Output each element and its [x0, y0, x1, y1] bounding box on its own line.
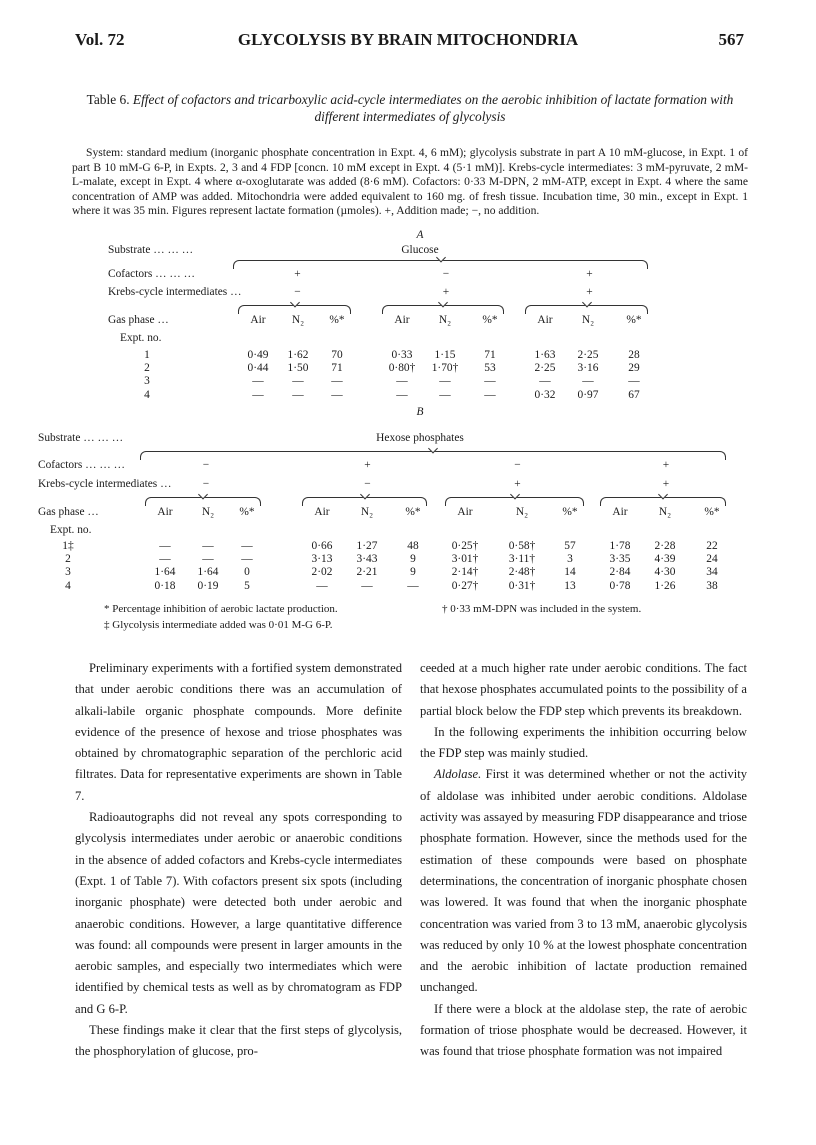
- table-cell: 71: [331, 362, 343, 375]
- table-cell: 1·62: [287, 349, 309, 361]
- expt-number: 1‡: [62, 540, 74, 552]
- table-cell: 0·80†: [388, 362, 416, 375]
- table-cell: 2·14†: [451, 566, 479, 579]
- table-cell: 1·27: [356, 540, 378, 552]
- brace: [600, 497, 726, 506]
- column-header: %*: [562, 506, 578, 518]
- substrate-label: Substrate … … …: [38, 432, 124, 444]
- column-header: %*: [482, 314, 498, 326]
- table-cell: 2·25: [534, 362, 556, 375]
- krebs-value: +: [514, 478, 521, 490]
- table-caption: Effect of cofactors and tricarboxylic acid-cycle intermediates on the aerobic inhibition of lactate formation with different intermediates of glycolysis: [132, 92, 734, 124]
- brace: [145, 497, 261, 506]
- expt-number: 2: [65, 553, 71, 566]
- table-cell: —: [396, 388, 408, 401]
- table-cell: 29: [628, 362, 640, 375]
- column-header: Air: [250, 314, 266, 326]
- cofactors-label: Cofactors … … …: [38, 459, 125, 471]
- running-title: GLYCOLYSIS BY BRAIN MITOCHONDRIA: [237, 30, 579, 49]
- table-cell: —: [439, 375, 451, 388]
- gas-phase-label: Gas phase …: [108, 314, 169, 326]
- table-cell: 2·28: [654, 540, 676, 552]
- cofactors-value: +: [662, 459, 670, 471]
- table-cell: 67: [628, 388, 640, 401]
- table-cell: —: [202, 553, 214, 566]
- footnote-double-dagger: ‡ Glycolysis intermediate added was 0·01 M-G 6-P.: [104, 619, 333, 631]
- table-cell: —: [539, 375, 551, 388]
- krebs-label: Krebs-cycle intermediates …: [38, 478, 172, 490]
- part-label: A: [416, 229, 424, 241]
- table-cell: 3: [567, 553, 573, 566]
- brace: [445, 497, 584, 506]
- table-cell: 3·11†: [508, 553, 536, 566]
- table-cell: —: [396, 375, 408, 388]
- column-header: Air: [537, 314, 553, 326]
- column-header: %*: [239, 506, 255, 518]
- table-cell: 1·50: [287, 362, 309, 375]
- column-header: N₂: [360, 506, 374, 518]
- column-header: %*: [704, 506, 720, 518]
- expt-no-label: Expt. no.: [50, 524, 92, 536]
- table-cell: 0·49: [247, 349, 269, 361]
- table-cell: 0·27†: [451, 579, 479, 592]
- krebs-label: Krebs-cycle intermediates …: [108, 286, 242, 298]
- table-cell: —: [252, 375, 264, 388]
- table-cell: 1·63: [534, 349, 556, 361]
- table-cell: —: [241, 553, 253, 566]
- table-cell: 53: [484, 362, 496, 375]
- expt-no-label: Expt. no.: [120, 332, 162, 344]
- table-cell: 4·39: [654, 553, 676, 566]
- table-cell: 38: [706, 579, 718, 592]
- table-number: Table 6.: [86, 92, 130, 107]
- column-header: N₂: [658, 506, 672, 518]
- krebs-value: +: [442, 286, 450, 298]
- body-column-left: [75, 658, 402, 1063]
- cofactors-value: +: [586, 268, 593, 280]
- part-label: B: [416, 406, 424, 418]
- table-cell: —: [484, 375, 496, 388]
- body-column-right: [420, 658, 747, 1063]
- table-cell: —: [202, 540, 214, 552]
- cofactors-value: −: [202, 459, 210, 471]
- table-cell: 1·26: [654, 579, 676, 592]
- krebs-value: +: [586, 286, 593, 298]
- expt-number: 4: [144, 388, 150, 401]
- table-cell: 1·78: [609, 540, 631, 552]
- table-cell: 5: [244, 579, 250, 592]
- table-cell: 71: [484, 349, 496, 361]
- table-cell: 2·21: [356, 566, 378, 579]
- substrate-label: Substrate … … …: [108, 244, 194, 256]
- substrate-value: Glucose: [401, 244, 439, 256]
- table-cell: 3·01†: [451, 553, 479, 566]
- table-cell: —: [159, 540, 171, 552]
- table-cell: 70: [331, 349, 343, 361]
- paragraph: In the following experiments the inhibition occurring below the FDP step was mainly studied.: [420, 724, 747, 761]
- paragraph-text: First it was determined whether or not the activity of aldolase was inhibited under aerobic conditions. Aldolase activity was assayed by measuring FDP disappearance and triose phosphate formation. However, since the methods used for the estimation of these compounds were based on phosphate determinations, the concentration of inorganic phosphate chosen was lowered. It was found that when the inorganic phosphate concentration was varied from 3 to 13 mM, anaerobic glycolysis was reduced by only 10 % at the lowest phosphate concentration and the aerobic inhibition of lactate production remained unchanged.: [420, 767, 747, 995]
- table-cell: 3·13: [311, 553, 333, 566]
- paragraph: Preliminary experiments with a fortified system demonstrated that under aerobic conditions there was an accumulation of alkali-labile organic phosphate compounds. More definite evidence of the presence of hexose and triose phosphates was obtained by chromatographic separation of the perchloric acid filtrates. Data for representative experiments are shown in Table 7.: [75, 661, 402, 803]
- cofactors-value: −: [442, 268, 450, 280]
- table-cell: 2·25: [577, 349, 599, 361]
- cofactors-label: Cofactors … … …: [108, 268, 195, 280]
- table-cell: 34: [706, 566, 718, 579]
- column-header: N₂: [291, 314, 305, 326]
- table-cell: —: [361, 579, 373, 592]
- brace: [238, 305, 351, 314]
- table-cell: 2·84: [609, 566, 631, 579]
- substrate-value: Hexose phosphates: [376, 432, 464, 444]
- column-header: %*: [405, 506, 421, 518]
- paragraph: Radioautographs did not reveal any spots corresponding to glycolysis intermediates under aerobic or anaerobic conditions in the absence of added cofactors and Krebs-cycle intermediates (Expt. 1 of Table 7). With cofactors present six spots (including inorganic phosphate) were detected both under aerobic and anaerobic conditions. However, a large quantitative difference was found: all compounds were present in larger amounts in the aerobic samples, and especially two intermediates which were identified by chemical tests as well as by chromatogram as FDP and G 6-P.: [75, 810, 402, 1016]
- column-header: N₂: [581, 314, 595, 326]
- table-cell: 1·15: [434, 349, 456, 361]
- column-header: Air: [394, 314, 410, 326]
- table-cell: 0·18: [154, 579, 176, 592]
- table-cell: 9: [410, 553, 416, 566]
- cofactors-value: +: [364, 459, 371, 471]
- volume-label: Vol. 72: [75, 30, 125, 49]
- table-cell: —: [316, 579, 328, 592]
- footnote-dagger: † 0·33 mM-DPN was included in the system.: [442, 603, 642, 615]
- paragraph: These findings make it clear that the first steps of glycolysis, the phosphorylation of glucose, pro-: [75, 1023, 402, 1059]
- table-cell: —: [407, 579, 419, 592]
- brace: [382, 305, 504, 314]
- section-heading: Aldolase.: [434, 767, 482, 782]
- table-cell: —: [331, 388, 343, 401]
- table-cell: —: [159, 553, 171, 566]
- table-cell: 0·19: [197, 579, 219, 592]
- table-cell: —: [292, 388, 304, 401]
- footnote-star: * Percentage inhibition of aerobic lactate production.: [104, 603, 338, 615]
- column-header: %*: [329, 314, 345, 326]
- brace: [302, 497, 427, 506]
- table-cell: 4·30: [654, 566, 676, 579]
- expt-number: 1: [144, 349, 150, 361]
- table-cell: 0·25†: [451, 540, 479, 552]
- brace: [140, 451, 726, 460]
- table-cell: 0·97: [577, 388, 599, 401]
- table-cell: 2·02: [311, 566, 333, 579]
- table-cell: 0: [244, 566, 250, 579]
- table-cell: —: [582, 375, 594, 388]
- cofactors-value: +: [294, 268, 301, 280]
- column-header: N₂: [201, 506, 215, 518]
- column-header: Air: [457, 506, 473, 518]
- table-cell: 9: [410, 566, 416, 579]
- column-header: Air: [612, 506, 628, 518]
- table-cell: 0·78: [609, 579, 631, 592]
- table-cell: 0·32: [534, 388, 556, 401]
- table-cell: 1·70†: [431, 362, 459, 375]
- column-header: Air: [314, 506, 330, 518]
- cofactors-value: −: [514, 459, 521, 471]
- krebs-value: −: [294, 286, 301, 298]
- table-cell: 3·16: [577, 362, 599, 375]
- gas-phase-label: Gas phase …: [38, 506, 99, 518]
- table-system-note: System: standard medium (inorganic phosphate concentration in Expt. 4, 6 mM); glycolysis substrate in part A 10 mM-glucose, in Expt. 1 of part B 10 mM-G 6-P, in Expts. 2, 3 and 4 FDP [concn. 10 mM except in Expt. 4 (5·1 mM)]. Krebs-cycle intermediates: 3 mM-pyruvate, 2 mM-L-malate, except in Expt. 4 where α-oxoglutarate was added (8·6 mM). Cofactors: 0·33 M-DPN, 2 mM-ATP, except in Expt. 4 where the same concentration of AMP was added. Mitochondria were added equivalent to 160 mg. of fresh tissue. Incubation time, 30 min., except in Expt. 1 where it was 35 min. Figures represent lactate formation (µmoles). +, Addition made; −, no addition.: [72, 146, 748, 217]
- paragraph: If there were a block at the aldolase step, the rate of aerobic formation of triose phosphate would be decreased. However, it was found that triose phosphate formation was not impaired: [420, 1001, 747, 1059]
- table-cell: 0·44: [247, 362, 269, 375]
- table-cell: 3·43: [356, 553, 378, 566]
- table-cell: 22: [706, 540, 718, 552]
- table-cell: 0·31†: [508, 579, 536, 592]
- table-cell: 28: [628, 349, 640, 361]
- column-header: N₂: [515, 506, 529, 518]
- table-cell: 3·35: [609, 553, 631, 566]
- table-cell: 57: [564, 540, 576, 552]
- table-cell: —: [252, 388, 264, 401]
- table-cell: 0·66: [311, 540, 333, 552]
- column-header: Air: [157, 506, 173, 518]
- table-cell: 14: [564, 566, 576, 579]
- table-cell: —: [484, 388, 496, 401]
- table-title: [75, 91, 745, 125]
- krebs-value: −: [202, 478, 210, 490]
- table-cell: 0·58†: [508, 540, 536, 552]
- table-cell: —: [628, 375, 640, 388]
- table-cell: 13: [564, 579, 576, 592]
- krebs-value: −: [364, 478, 371, 490]
- expt-number: 3: [65, 566, 71, 579]
- expt-number: 4: [65, 579, 71, 592]
- table-cell: 1·64: [197, 566, 219, 579]
- table-cell: 24: [706, 553, 718, 566]
- paragraph: ceeded at a much higher rate under aerobic conditions. The fact that hexose phosphates accumulated points to the possibility of a partial block below the FDP step which prevents its breakdown.: [420, 661, 747, 718]
- brace: [525, 305, 648, 314]
- column-header: N₂: [438, 314, 452, 326]
- table-cell: —: [331, 375, 343, 388]
- table-cell: —: [292, 375, 304, 388]
- expt-number: 3: [144, 375, 150, 388]
- table-cell: 2·48†: [508, 566, 536, 579]
- table-cell: —: [241, 540, 253, 552]
- column-header: %*: [626, 314, 642, 326]
- table-cell: 48: [407, 540, 419, 552]
- table-cell: —: [439, 388, 451, 401]
- expt-number: 2: [144, 362, 150, 375]
- page-number: 567: [718, 30, 744, 49]
- paragraph-aldolase: [420, 764, 747, 998]
- krebs-value: +: [662, 478, 670, 490]
- table-cell: 0·33: [391, 349, 413, 361]
- table-cell: 1·64: [154, 566, 176, 579]
